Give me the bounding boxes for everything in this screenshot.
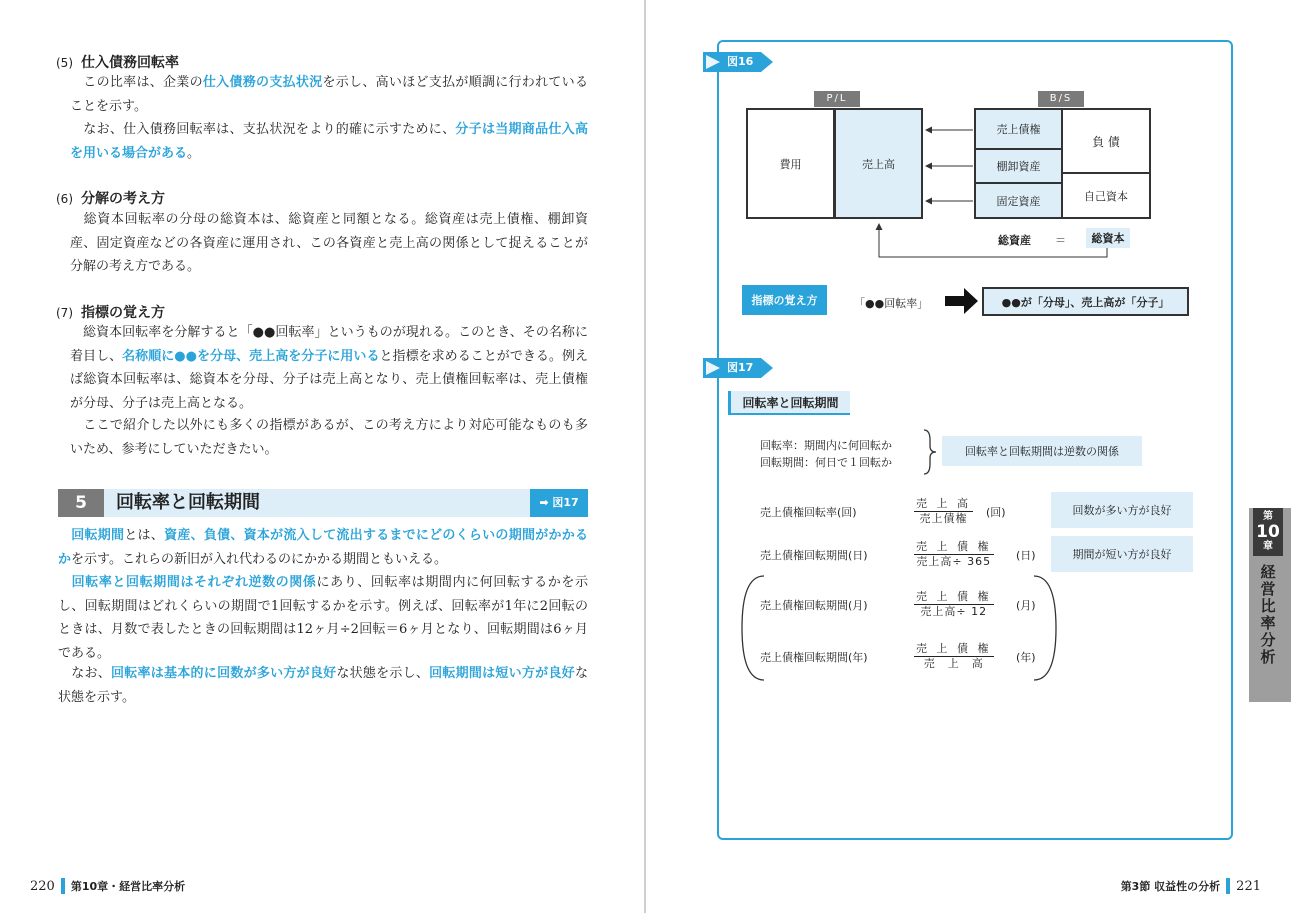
left-footer bbox=[30, 878, 185, 894]
right-footer bbox=[1121, 878, 1261, 894]
section-6-paragraph: 総資本回転率の分母の総資本は、総資産と同額となる。総資産は売上債権、棚卸資産、固定資産などの各資産に運用され、この各資産と売上高の関係として捉えることが分解の考え方である。 bbox=[70, 212, 588, 274]
bs-fixed-assets-box: 固定資産 bbox=[974, 182, 1063, 219]
memo-label-box: 指標の覚え方 bbox=[742, 285, 827, 315]
footer-divider bbox=[1226, 878, 1230, 894]
figure-reference-link[interactable]: ➡ 図17 bbox=[530, 489, 588, 517]
formula-fraction: 売 上 高 売上債権 bbox=[916, 497, 971, 525]
section-7-paragraph-2: ここで紹介した以外にも多くの指標があるが、この考え方により対応可能なものも多いため、参考にしていただきたい。 bbox=[70, 418, 588, 457]
section-title: 回転率と回転期間 bbox=[116, 492, 260, 513]
note-shorter-is-better: 期間が短い方が良好 bbox=[1051, 536, 1193, 572]
section-7-paragraph-1: 総資本回転率を分解すると「●●回転率」というものが現れる。このとき、その名称に着目し、名称順に●●を分母、売上高を分子に用いると指標を求めることができる。例えば総資本回転率は、総資本を分母、分子は売上高となり、売上債権回転率は、売上債権が分母、分子は売上高となる。 bbox=[70, 325, 588, 411]
page-number: 220 bbox=[30, 878, 55, 894]
section-7-heading: (7) 指標の覚え方 bbox=[56, 305, 165, 321]
bs-receivables-box: 売上債権 bbox=[974, 108, 1063, 150]
bs-inventory-box: 棚卸資産 bbox=[974, 148, 1063, 184]
section-number: 5 bbox=[58, 489, 104, 517]
formula-row-name: 売上債権回転期間(月) bbox=[760, 599, 868, 612]
chapter-side-title-char: 析 bbox=[1260, 648, 1276, 666]
total-assets-label: 総資産 bbox=[998, 234, 1031, 247]
chapter-side-title bbox=[1258, 564, 1278, 666]
turnover-paragraph-1: 回転期間とは、資産、負債、資本が流入して流出するまでにどのくらいの期間がかかるかを示す。これらの新旧が入れ代わるのにかかる期間ともいえる。 bbox=[58, 528, 588, 567]
chapter-side-title-char: 率 bbox=[1260, 614, 1276, 632]
formula-row-name: 売上債権回転期間(日) bbox=[760, 549, 868, 562]
figure-17-heading: 回転率と回転期間 bbox=[728, 391, 850, 415]
pl-tab: P/L bbox=[814, 91, 860, 107]
left-page bbox=[0, 0, 645, 913]
total-capital-label: 総資本 bbox=[1086, 228, 1130, 248]
bs-equity-box: 自己資本 bbox=[1061, 172, 1151, 219]
definition-turnover-rate: 回転率：期間内に何回転か bbox=[760, 439, 892, 452]
chapter-number-badge: 第 10 章 bbox=[1253, 508, 1283, 556]
bs-liabilities-box: 負 債 bbox=[1061, 108, 1151, 174]
bs-tab: B/S bbox=[1038, 91, 1084, 107]
section-title: 第3節 収益性の分析 bbox=[1120, 880, 1221, 893]
formula-unit: (日) bbox=[1016, 549, 1036, 562]
formula-fraction: 売 上 債 権 売上高÷ 365 bbox=[916, 540, 992, 568]
definition-turnover-period: 回転期間：何日で１回転か bbox=[760, 456, 892, 469]
section-5-paragraph-1: この比率は、企業の仕入債務の支払状況を示し、高いほど支払が順調に行われていることを示す。 bbox=[70, 75, 588, 114]
chapter-side-title-char: 分 bbox=[1260, 631, 1276, 649]
memo-from-text: 「●●回転率」 bbox=[854, 297, 929, 310]
section-6-heading: (6) 分解の考え方 bbox=[56, 191, 165, 207]
figure-16-label: 図16 bbox=[703, 52, 773, 72]
chapter-side-title-char: 営 bbox=[1260, 580, 1276, 598]
formula-unit: (年) bbox=[1016, 651, 1036, 664]
pl-sales-box: 売上高 bbox=[834, 108, 923, 219]
chapter-side-title-char: 経 bbox=[1260, 563, 1276, 581]
section-5-paragraph-2: なお、仕入債務回転率は、支払状況をより的確に示すために、分子は当期商品仕入高を用いる場合がある。 bbox=[70, 122, 588, 161]
memo-result-box: ●●が「分母」、売上高が「分子」 bbox=[982, 287, 1189, 316]
turnover-paragraph-2: 回転率と回転期間はそれぞれ逆数の関係にあり、回転率は期間内に何回転するかを示し、回転期間はどれくらいの期間で1回転するかを示す。例えば、回転率が1年に2回転のときは、月数で表したときの回転期間は12ヶ月÷2回転＝6ヶ月となり、回転期間は6ヶ月である。 bbox=[58, 575, 588, 661]
equals-sign: ＝ bbox=[1055, 234, 1066, 247]
formula-fraction: 売 上 債 権 売上高÷ 12 bbox=[916, 590, 992, 618]
reciprocal-relation-box: 回転率と回転期間は逆数の関係 bbox=[942, 436, 1142, 466]
chapter-title: 第10章・経営比率分析 bbox=[70, 880, 186, 893]
formula-unit: (回) bbox=[986, 506, 1006, 519]
footer-divider bbox=[61, 878, 65, 894]
turnover-paragraph-3: なお、回転率は基本的に回数が多い方が良好な状態を示し、回転期間は短い方が良好な状態を示す。 bbox=[58, 666, 588, 705]
formula-row-name: 売上債権回転期間(年) bbox=[760, 651, 868, 664]
pl-cost-box: 費用 bbox=[746, 108, 835, 219]
note-more-is-better: 回数が多い方が良好 bbox=[1051, 492, 1193, 528]
right-page bbox=[646, 0, 1291, 913]
formula-unit: (月) bbox=[1016, 599, 1036, 612]
chapter-side-tab[interactable] bbox=[1249, 508, 1291, 702]
page-number: 221 bbox=[1236, 878, 1261, 894]
figure-17-label: 図17 bbox=[703, 358, 773, 378]
section-heading-bar bbox=[58, 489, 588, 517]
section-5-heading: (5) 仕入債務回転率 bbox=[56, 55, 179, 71]
formula-row-name: 売上債権回転率(回) bbox=[760, 506, 857, 519]
chapter-side-title-char: 比 bbox=[1260, 597, 1276, 615]
formula-fraction: 売 上 債 権 売 上 高 bbox=[916, 642, 992, 670]
